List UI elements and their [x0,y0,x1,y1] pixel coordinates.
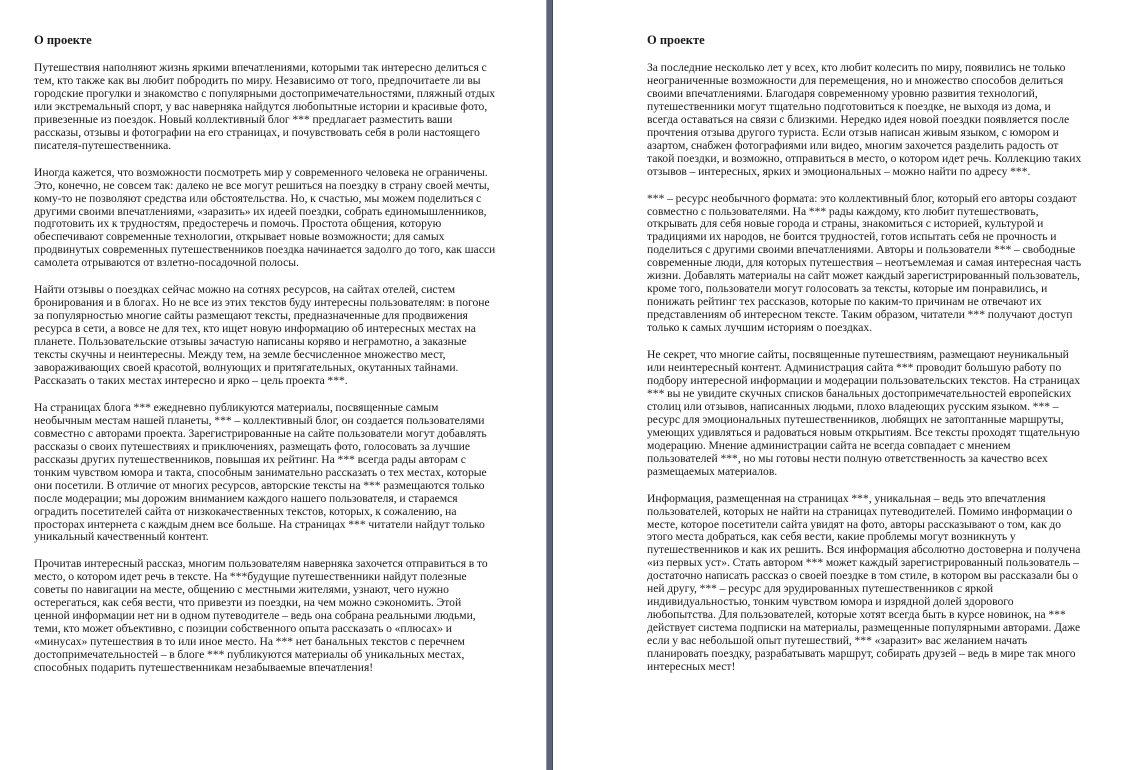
right-paragraph-1: За последние несколько лет у всех, кто любит колесить по миру, появились не только неограниченные возможности для перемещения, но и множество способов делиться своими впечатлениями. Благодаря современному уровню развития технологий, путешественники могут тщательно подготовиться к поездке, не выходя из дома, и всегда оставаться на связи с близкими. Нередко идея новой поездки появляется после прочтения отзыва другого туриста. Если отзыв написан живым языком, с юмором и азартом, снабжен фотографиями или видео, многим захочется разделить радость от такой поездки, и возможно, отправиться в место, о котором идет речь. Коллекцию таких отзывов – интересных, ярких и эмоциональных – можно найти по адресу ***. [647,61,1082,178]
right-paragraph-4: Информация, размещенная на страницах ***, уникальная – ведь это впечатления пользователей, которых не найти на страницах путеводителей. Помимо информации о месте, которое посетители сайта увидят на фото, авторы рассказывают о том, как до этого места добраться, как себя вести, какие проблемы могут возникнуть у путешественников и как их решить. Вся информация абсолютно достоверна и получена «из первых уст». Стать автором *** может каждый зарегистрированный пользователь – достаточно написать рассказ о своей поездке в том стиле, в котором вы рассказали бы о ней другу, *** – ресурс для эрудированных путешественников с яркой индивидуальностью, тонким чувством юмора и изрядной долей здорового любопытства. Для пользователей, которые хотят всегда быть в курсе новинок, на *** действует система подписки на материалы, размещенные популярными авторами. Даже если у вас небольшой опыт путешествий, *** «заразит» вас желанием начать планировать поездку, разрабатывать маршрут, собирать друзей – ведь в мире так много интересных мест! [647,491,1081,673]
right-paragraph-2: *** – ресурс необычного формата: это коллективный блог, который его авторы создают совместно с пользователями. На *** рады каждому, кто любит путешествовать, открывать для себя новые города и страны, знакомиться с историей, культурой и традициями их народов, не боится трудностей, готов испытать себя не прочность и поделиться с другими своими впечатлениями. Авторы и пользователи *** – свободные современные люди, для которых путешествия – неотъемлемая и самая интересная часть жизни. Добавлять материалы на сайт может каждый зарегистрированный пользователь, кроме того, пользователи могут голосовать за тексты, которые им понравились, и понижать рейтинг тех рассказов, которые по каким-то причинам не отвечают их представлениям об интересном тексте. Таким образом, читатели *** получают доступ только к самых лучшим историям о поездках. [647,191,1082,335]
page-gutter [546,0,553,770]
left-page-title: О проекте [34,33,92,47]
left-paragraph-2: Иногда кажется, что возможности посмотреть мир у современного человека не ограничены. Это, конечно, не совсем так: далеко не все могут решиться на поездку в страну своей мечты, кому-то не позволяют средства или обстоятельства. Но, к счастью, мы можем поделиться с другими своими впечатлениями, «заразить» их идеей поездки, собрать единомышленников, подготовить их к трудностям, предостеречь и помочь. Простота общения, которую обеспечивают современные технологии, открывает новые возможности; для самых продвинутых современных путешественников поездка начинается задолго до того, как шасси самолета отрываются от взлетно-посадочной полосы. [34,165,496,270]
left-page [0,0,546,770]
left-paragraph-4: На страницах блога *** ежедневно публикуются материалы, посвященные самым необычным местам нашей планеты, *** – коллективный блог, он создается пользователями совместно с авторами проекта. Зарегистрированные на сайте пользователи могут добавлять рассказы о своих путешествиях и приключениях, размещать фото, голосовать за лучшие рассказы других путешественников, повышая их рейтинг. На *** всегда рады авторам с тонким чувством юмора и такта, способным занимательно рассказать о тех местах, которые они посетили. В отличие от многих ресурсов, авторские тексты на *** размещаются только после модерации; мы дорожим вниманием каждого нашего пользователя, и стараемся оградить посетителей сайта от низкокачественных текстов, которых, к сожалению, на просторах интернета с каждым днем все больше. На страницах *** читатели найдут только уникальный качественный контент. [34,400,487,544]
right-page [553,0,1147,770]
left-paragraph-3: Найти отзывы о поездках сейчас можно на сотнях ресурсов, на сайтах отелей, систем бронирования и в блогах. Но не все из этих текстов буду интересны пользователям: в погоне за популярностью многие сайты размещают тексты, предназначенные для продвижения ресурса в сети, а вовсе не для тех, кто ищет новую информацию об интересных местах на планете. Пользовательские отзывы зачастую написаны коряво и неграмотно, а заказные тексты скучны и неинтересны. Между тем, на земле бесчисленное множество мест, завораживающих своей красотой, волнующих и притягательных, окутанных тайнами. Рассказать о таких местах интересно и ярко – цель проекта ***. [34,283,490,387]
right-paragraph-3: Не секрет, что многие сайты, посвященные путешествиям, размещают неуникальный или неинтересный контент. Администрация сайта *** проводит большую работу по подбору интересной информации и модерации пользовательских текстов. На страницах *** вы не увидите скучных списков банальных достопримечательностей европейских столиц или отзывов, написанных людьми, плохо владеющих русским языком. *** – ресурс для эмоциональных путешественников, любящих не затоптанные маршруты, умеющих удивляться и радоваться новым открытиям. Все тексты проходят тщательную модерацию. Мнение администрации сайта не всегда совпадает с мнением пользователей ***, но мы готовы нести полную ответственность за качество всех размещаемых материалов. [647,348,1081,478]
right-page-title: О проекте [647,33,705,47]
left-paragraph-5: Прочитав интересный рассказ, многим пользователям наверняка захочется отправиться в то место, о котором идет речь в тексте. На ***будущие путешественники найдут полезные советы по навигации на месте, общению с местными жителями, узнают, чего нужно остерегаться, как себя вести, что привезти из поездки, на чем можно сэкономить. Этой ценной информации нет ни в одном путеводителе – ведь она собрана реальными людьми, теми, кто может объективно, с позиции собственного опыта рассказать о «плюсах» и «минусах» путешествия в то или иное место. На *** нет банальных текстов с перечнем достопримечательностей – в блоге *** публикуются материалы об уникальных местах, способных подарить путешественникам незабываемые впечатления! [34,557,488,675]
left-paragraph-1: Путешествия наполняют жизнь яркими впечатлениями, которыми так интересно делиться с тем, кто также как вы любит побродить по миру. Независимо от того, предпочитаете ли вы городские прогулки и знакомство с популярными достопримечательностями, пляжный отдых или экстремальный спорт, у вас наверняка найдутся любопытные истории и красивые фото, привезенные из поездок. Новый коллективный блог *** предлагает разместить ваши рассказы, отзывы и фотографии на его страницах, и почувствовать себя в роли настоящего писателя-путешественника. [34,61,496,152]
